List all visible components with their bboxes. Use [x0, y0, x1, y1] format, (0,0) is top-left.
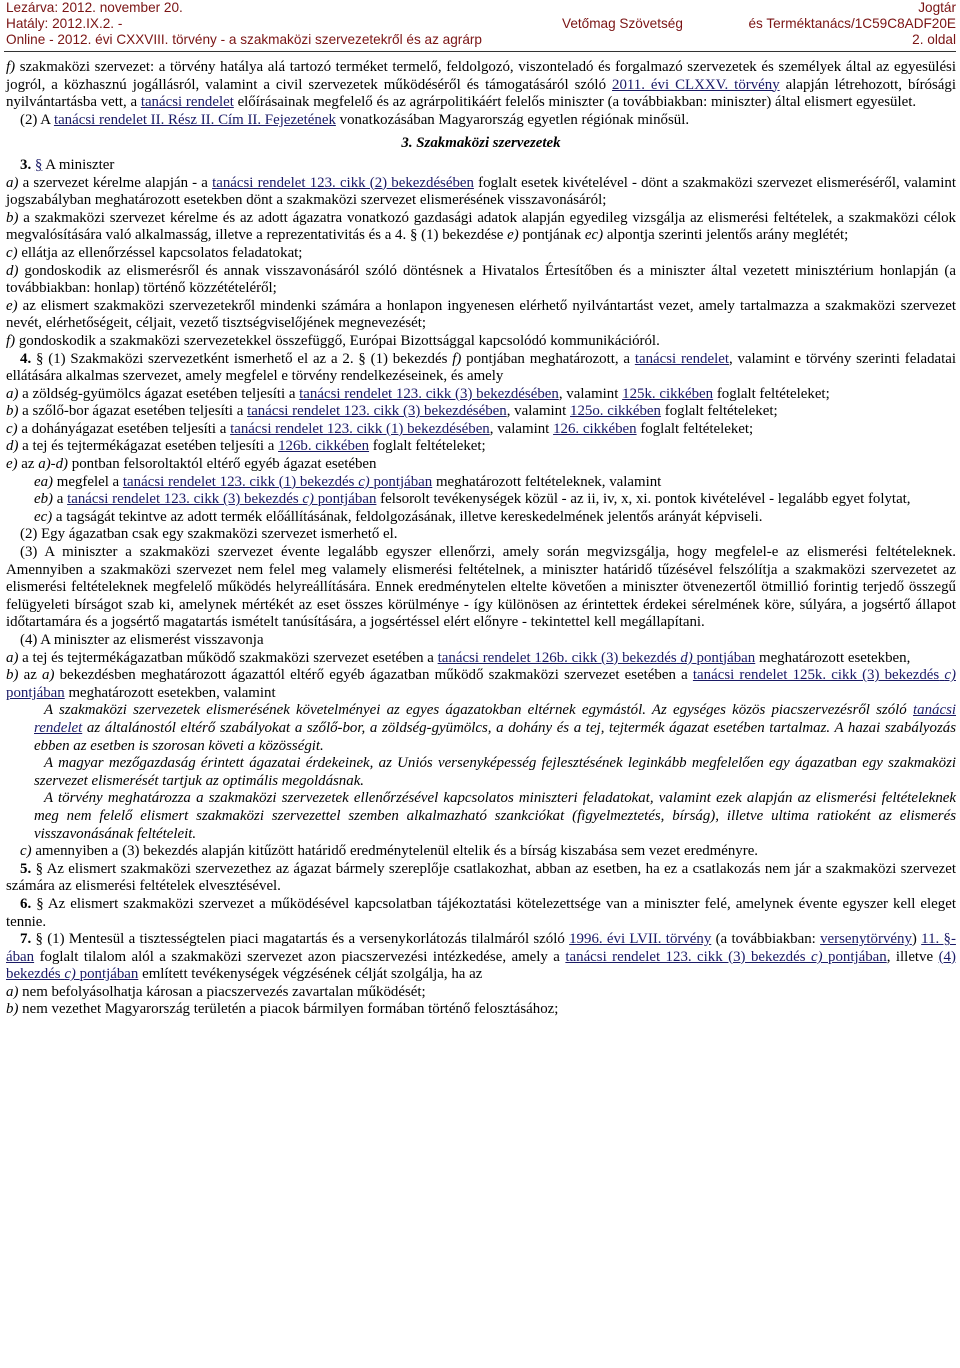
regulation-link[interactable]: tanácsi rendelet 123. cikk (3) bekezdésében	[247, 403, 507, 420]
regulation-link[interactable]: tanácsi rendelet 123. cikk (3) bekezdés c) pontjában	[565, 948, 887, 965]
header-row-2	[6, 16, 956, 32]
section-4-e: e) az a)-d) pontban felsoroltaktól eltérő egyéb ágazat esetében	[6, 456, 377, 473]
section-3-f: f) gondoskodik a szakmaközi szervezetekkel összefüggő, Európai Bizottsággal kapcsolódó kommunikációról.	[6, 332, 660, 349]
section-4-4: (4) A miniszter az elismerést visszavonja	[20, 632, 264, 648]
regulation-link[interactable]: tanácsi rendelet 123. cikk (1) bekezdés c) pontjában	[122, 473, 433, 490]
section-7-b: b) nem vezethet Magyarország területén a piacok bármilyen formában történő felosztásához;	[6, 1001, 559, 1018]
section-4-c: c) a dohányágazat esetében teljesíti a tanácsi rendelet 123. cikk (1) bekezdésében, valamint 126. cikkében foglalt feltételeket;	[6, 420, 754, 437]
section-heading: 3. Szakmaközi szervezetek	[401, 135, 561, 152]
section-4-3: (3) A miniszter a szakmaközi szervezet évente legalább egyszer ellenőrzi, amely során megvizsgálja, hogy megfelel-e az elismerési feltételeknek. Amennyiben a szakmaközi szervezet nem felel meg valamely elismerési feltételnek, a miniszter határidő tűzésével felszólítja a szakmaközi szervezetet az elismerési feltételeknek megfelelő működés helyreállítására. Ennek eredménytelen eltelte követően a miniszter ötvenezertől ötmillió forintig terjedő összegű felügyeleti bírságot szab ki, amelynek mértékét az eset összes körülménye - így különösen az érintettek érdekei sérelmének köre, súlyára, a jogsértő állapot időtartamára és a jogsértő magatartás ismételt tanúsítására, a jogsértéssel elért előnyre - tekintettel kell megállapítani.	[6, 544, 956, 631]
regulation-link[interactable]: tanácsi rendelet	[140, 94, 234, 111]
commentary-2: A magyar mezőgazdaság érintett ágazatai érdekeinek, az Uniós versenyképesség fejlesztésének leginkább megfelelően egy ágazatban egy szakmaközi szervezet elismerését tartjuk az optimális megoldásnak.	[34, 755, 956, 789]
competition-act-link[interactable]: versenytörvény	[820, 931, 912, 948]
section-3-d: d) gondoskodik az elismerésről és annak visszavonásáról szóló döntésnek a Hivatalos Értesítőben és a miniszter által vezetett minisztérium honlapján (a továbbiakban: honlap) történő közzétételéről;	[6, 262, 956, 297]
organization-name: Vetőmag Szövetség	[562, 16, 683, 31]
section-4-ec: ec) a tagságát tekintve az adott termék előállításának, feldolgozásának, illetve kereskedelmének jelentős arányát képviseli.	[34, 508, 763, 525]
section-4-b: b) a szőlő-bor ágazat esetében teljesíti a tanácsi rendelet 123. cikk (3) bekezdésében, valamint 125o. cikkében foglalt feltételeket;	[6, 403, 778, 420]
section-3-e: e) az elismert szakmaközi szervezetekről mindenki számára a honlapon ingyenesen elérhető nyilvántartást vezet, amely tartalmazza a szakmaközi szervezet nevét, elérhetőségeit, céljait, vezető tisztségviselőjének megnevezését;	[6, 297, 956, 332]
effective-date: Hatály: 2012.IX.2. -	[6, 16, 123, 31]
point-label: f)	[6, 59, 16, 75]
law-title: Online - 2012. évi CXXVIII. törvény - a szakmaközi szervezetekről és az agrárp	[6, 32, 482, 47]
commentary-1: A szakmaközi szervezetek elismerésének követelményei az egyes ágazatokban eltérnek egymástól. Az egységes közös piacszervezésről szóló tanácsi rendelet az általánostól eltérő szabályokat a szőlő-bor, a zöldség-gyümölcs, a dohány és a tej, tejtermék ágazat esetében tartalmaz. A hazai szabályozás ebben az esetben is szorosan követi a közösségit.	[34, 702, 956, 754]
law-reference-link[interactable]: 2011. évi CLXXV. törvény	[612, 76, 780, 93]
regulation-link[interactable]: tanácsi rendelet 123. cikk (3) bekezdés c) pontjában	[67, 491, 377, 508]
section-3-intro: 3. § A miniszter	[20, 156, 115, 173]
regulation-chapter-link[interactable]: tanácsi rendelet II. Rész II. Cím II. Fejezetének	[53, 111, 336, 128]
section-3-a: a) a szervezet kérelme alapján - a tanácsi rendelet 123. cikk (2) bekezdésében foglalt esetek kivételével - dönt a szakmaközi szervezet elismeréséről, valamint jogszabályban meghatározott esetekben dönt a szakmaközi szervezet elismerésének visszavonásáról;	[6, 174, 956, 209]
regulation-link[interactable]: tanácsi rendelet 126b. cikk (3) bekezdés d) pontjában	[437, 649, 756, 666]
page-header	[6, 0, 956, 50]
section-5: 5. § Az elismert szakmaközi szervezethez az ágazat bármely szereplője csatlakozhat, abban az esetben, ha ez a csatlakozás nem jár a szakmaközi szervezet számára az elismerési feltételek elvesztésével.	[6, 860, 956, 895]
regulation-link[interactable]: tanácsi rendelet	[634, 350, 729, 367]
closed-date: Lezárva: 2012. november 20.	[6, 0, 183, 15]
section-sign-link[interactable]: §	[34, 156, 43, 173]
section-4-4-b: b) az a) bekezdésben meghatározott ágazattól eltérő egyéb ágazatban működő szakmaközi szervezet esetében a tanácsi rendelet 125k. cikk (3) bekezdés c) pontjában meghatározott esetekben, valamint	[6, 667, 956, 701]
header-divider	[4, 51, 956, 52]
section-7-1: 7. § (1) Mentesül a tisztességtelen piaci magatartás és a versenykorlátozás tilalmáról szóló 1996. évi LVII. törvény (a továbbiakban: versenytörvény) 11. §-ában foglalt tilalom alól a szakmaközi szervezet azon piacszervezési intézkedése, amely a tanácsi rendelet 123. cikk (3) bekezdés c) pontjában, illetve (4) bekezdés c) pontjában említett tevékenységek végzésének célját szolgálja, ha az	[6, 931, 956, 983]
section-link[interactable]: 11. §-ában	[6, 931, 956, 965]
jogtar-label: Jogtár	[918, 0, 956, 15]
page-number: 2. oldal	[912, 32, 956, 47]
law-reference-link[interactable]: 1996. évi LVII. törvény	[569, 931, 712, 948]
article-link[interactable]: 125o. cikkében	[570, 403, 661, 420]
header-row-1	[6, 0, 956, 16]
section-4-d: d) a tej és tejtermékágazat esetében teljesíti a 126b. cikkében foglalt feltételeket;	[6, 438, 486, 455]
paragraph-link[interactable]: (4) bekezdés c) pontjában	[6, 948, 956, 983]
section-4-1: 4. § (1) Szakmaközi szervezetként ismerhető el az a 2. § (1) bekezdés f) pontjában meghatározott, a tanácsi rendelet, valamint e törvény szerinti feladatai ellátására alkalmas szervezet, amely megfelel e törvény rendelkezéseinek, és amely	[6, 350, 957, 385]
section-4-2: (2) Egy ágazatban csak egy szakmaközi szervezet ismerhető el.	[20, 526, 398, 543]
paragraph-2: (2) A tanácsi rendelet II. Rész II. Cím II. Fejezetének vonatkozásában Magyarország egyetlen régiónak minősül.	[20, 111, 690, 128]
commentary-3: A törvény meghatározza a szakmaközi szervezetek ellenőrzésével kapcsolatos miniszteri feladatokat, valamint ezek alapján az elismerési feltételeknek meg nem felelő elismert szakmaközi szervezettel szemben alkalmazható szankciókat (figyelmeztetés, bírság), illetve ultima ratioként az elismerés visszavonásának feltételeit.	[34, 790, 956, 842]
regulation-link[interactable]: tanácsi rendelet 123. cikk (3) bekezdésében	[299, 385, 559, 402]
regulation-link[interactable]: tanácsi rendelet 123. cikk (2) bekezdésében	[212, 174, 474, 191]
article-link[interactable]: 125k. cikkében	[622, 385, 714, 402]
regulation-link[interactable]: tanácsi rendelet 123. cikk (1) bekezdésében	[230, 420, 490, 437]
section-4-eb: eb) a tanácsi rendelet 123. cikk (3) bekezdés c) pontjában felsorolt tevékenységek közül - az ii, iv, x, xi. pontok kivételével - legalább egyet folytat,	[34, 491, 911, 508]
section-3-c: c) ellátja az ellenőrzéssel kapcsolatos feladatokat;	[6, 244, 303, 261]
paragraph-f-definition: f) szakmaközi szervezet: a törvény hatálya alá tartozó terméket termelő, feldolgozó, viszonteladó és forgalmazó szervezetek és személyek által az egyesülési jogról, a közhasznú jogállásról, valamint a civil szervezetek működéséről és támogatásáról szóló 2011. évi CLXXV. törvény alapján létrehozott, bírósági nyilvántartásba vett, a tanácsi rendelet előírásainak megfelelő és az agrárpolitikáért felelős miniszter (a továbbiakban: miniszter) által elismert egyesület.	[6, 59, 956, 111]
section-4-4-a: a) a tej és tejtermékágazatban működő szakmaközi szervezet esetében a tanácsi rendelet 126b. cikk (3) bekezdés d) pontjában meghatározott esetekben,	[6, 649, 911, 666]
document-body	[6, 59, 956, 1019]
regulation-link[interactable]: tanácsi rendelet 125k. cikk (3) bekezdés c) pontjában	[6, 667, 956, 701]
section-6: 6. § Az elismert szakmaközi szervezet a működésével kapcsolatban tájékoztatási kötelezettsége van a miniszter felé, amelynek évente egyszer kell eleget tennie.	[6, 895, 956, 930]
article-link[interactable]: 126. cikkében	[553, 420, 637, 437]
regulation-link[interactable]: tanácsi rendelet	[34, 702, 956, 736]
header-row-3	[6, 32, 956, 48]
section-3-b: b) a szakmaközi szervezet kérelme és az adott ágazatra vonatkozó gazdasági adatok alapján egyedileg vizsgálja az elismerési feltételek, a szakmaközi célok megvalósítására való alkalmasság, illetve a reprezentativitás és a 4. § (1) bekezdése e) pontjának ec) alpontja szerinti jelentős arány meglétét;	[6, 209, 956, 244]
section-4-4-c: c) amennyiben a (3) bekezdés alapján kitűzött határidő eredménytelenül eltelik és a bírság kiszabása sem vezet eredményre.	[20, 843, 759, 860]
article-link[interactable]: 126b. cikkében	[278, 438, 370, 455]
section-4-a: a) a zöldség-gyümölcs ágazat esetében teljesíti a tanácsi rendelet 123. cikk (3) bekezdésében, valamint 125k. cikkében foglalt feltételeket;	[6, 385, 830, 402]
section-7-a: a) nem befolyásolhatja károsan a piacszervezés zavartalan működését;	[6, 983, 426, 1000]
document-id: és Terméktanács/1C59C8ADF20E	[748, 16, 956, 31]
section-4-ea: ea) megfelel a tanácsi rendelet 123. cikk (1) bekezdés c) pontjában meghatározott feltételeknek, valamint	[34, 473, 662, 490]
